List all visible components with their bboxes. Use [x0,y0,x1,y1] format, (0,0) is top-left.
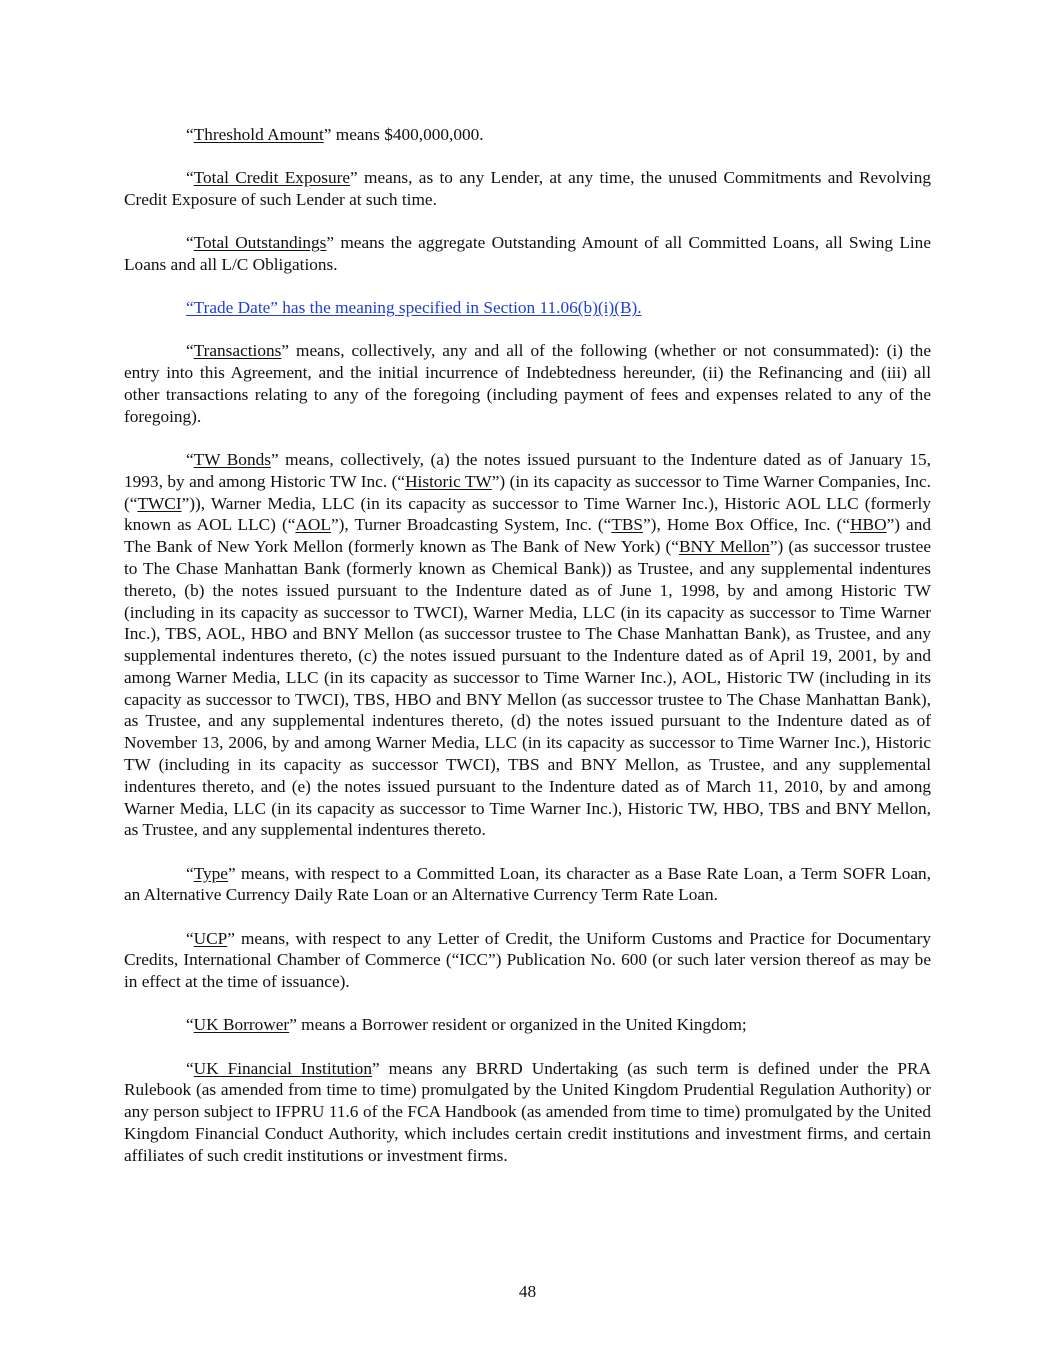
definition-text: ”) (in its capacity as successor to Time Warner Companies, Inc. (“ [124,471,931,513]
open-quote: “ [186,233,194,253]
defined-term: UK Financial Institution [193,1058,372,1078]
defined-term-historic-tw: Historic TW [405,471,492,491]
definition-text: ” means, as to any Lender, at any time, the unused Commitments and Revolving Credit Exposure of such Lender at such time. [124,168,931,209]
defined-term: UK Borrower [193,1015,290,1035]
defined-term: Type [193,863,228,883]
definition-text: ” means the aggregate Outstanding Amount of all Committed Loans, all Swing Line Loans and all L/C Obligations. [124,233,931,274]
defined-term: TW Bonds [193,449,271,469]
definition-threshold-amount [124,124,931,146]
definition-uk-financial-institution [124,1058,931,1167]
definition-text: ”), Home Box Office, Inc. (“ [643,515,851,535]
definition-transactions [124,340,931,427]
defined-term-aol: AOL [295,515,331,535]
defined-term-hbo: HBO [850,515,887,535]
definition-uk-borrower [124,1014,931,1036]
defined-term-tbs: TBS [611,515,644,535]
definition-text: ” means $400,000,000. [323,125,484,144]
definition-text: ” means a Borrower resident or organized in the United Kingdom; [289,1015,747,1035]
defined-term-twci: TWCI [137,493,182,513]
definition-total-outstandings [124,232,931,276]
definition-ucp [124,928,931,993]
definition-text: ” means any BRRD Undertaking (as such term is defined under the PRA Rulebook (as amended from time to time) promulgated by the United Kingdom Prudential Regulation Authority) or any person subject to IFPRU 11.6 of the FCA Handbook (as amended from time to time) promulgated by the United Kingdom Financial Conduct Authority, which includes certain credit institutions and investment firms, and certain affiliates of such credit institutions or investment firms. [124,1058,931,1165]
definition-tw-bonds [124,449,931,841]
definition-text: ”)), Warner Media, LLC (in its capacity as successor to Time Warner Inc.), Historic AOL LLC (formerly known as AOL LLC) (“ [124,493,931,535]
open-quote: “ [186,449,194,469]
defined-term: Threshold Amount [193,125,324,144]
open-quote: “ [186,125,194,144]
document-page [124,124,931,1188]
inserted-revision-text: “Trade Date” has the meaning specified in Section 11.06(b)(i)(B). [186,298,642,318]
defined-term: UCP [193,928,228,948]
open-quote: “ [186,341,194,361]
open-quote: “ [186,863,194,883]
defined-term: Total Outstandings [193,233,327,253]
definition-total-credit-exposure [124,167,931,211]
definition-trade-date-inserted [124,297,931,319]
defined-term-bny-mellon: BNY Mellon [678,537,770,557]
definition-text: ”), Turner Broadcasting System, Inc. (“ [330,515,612,535]
defined-term: Transactions [193,341,282,361]
definition-text: ” means, with respect to any Letter of Credit, the Uniform Customs and Practice for Documentary Credits, International Chamber of Commerce (“ICC”) Publication No. 600 (or such later version thereof as may be in effect at the time of issuance). [124,928,931,992]
definition-text: ” means, with respect to a Committed Loan, its character as a Base Rate Loan, a Term SOFR Loan, an Alternative Currency Daily Rate Loan or an Alternative Currency Term Rate Loan. [124,863,931,905]
definition-text: ”) (as successor trustee to The Chase Manhattan Bank (formerly known as Chemical Bank)) as Trustee, and any supplemental indentures thereto, (b) the notes issued pursuant to the Indenture dated as of June 1, 1998, by and among Historic TW (including in its capacity as successor to TWCI), Warner Media, LLC (in its capacity as successor to Time Warner Inc.), TBS, AOL, HBO and BNY Mellon (as successor trustee to The Chase Manhattan Bank), as Trustee, and any supplemental indentures thereto, (c) the notes issued pursuant to the Indenture dated as of April 19, 2001, by and among Warner Media, LLC (in its capacity as successor to Time Warner Inc.), AOL, Historic TW (including in its capacity as successor to TWCI), TBS, HBO and BNY Mellon (as successor trustee to The Chase Manhattan Bank), as Trustee, and any supplemental indentures thereto, (d) the notes issued pursuant to the Indenture dated as of November 13, 2006, by and among Warner Media, LLC (in its capacity as successor to Time Warner Inc.), Historic TW (including in its capacity as successor TWCI), TBS and BNY Mellon, as Trustee, and any supplemental indentures thereto, and (e) the notes issued pursuant to the Indenture dated as of March 11, 2010, by and among Warner Media, LLC (in its capacity as successor to Time Warner Inc.), Historic TW, HBO, TBS and BNY Mellon, as Trustee, and any supplemental indentures thereto. [124,537,932,840]
definition-type [124,863,931,907]
defined-term: Total Credit Exposure [193,168,351,188]
open-quote: “ [186,168,194,188]
open-quote: “ [186,1058,194,1078]
definition-text: ” means, collectively, (a) the notes issued pursuant to the Indenture dated as of January 15, 1993, by and among Historic TW Inc. (“ [124,449,931,491]
open-quote: “ [186,1015,194,1035]
definition-text: ”) and The Bank of New York Mellon (formerly known as The Bank of New York) (“ [124,515,931,557]
definition-text: ” means, collectively, any and all of the following (whether or not consummated): (i) the entry into this Agreement, and the initial incurrence of Indebtedness hereunder, (ii) the Refinancing and (iii) all other transactions relating to any of the foregoing (including payment of fees and expenses related to any of the foregoing). [124,341,931,426]
page-number: 48 [518,1282,537,1301]
open-quote: “ [186,928,194,948]
